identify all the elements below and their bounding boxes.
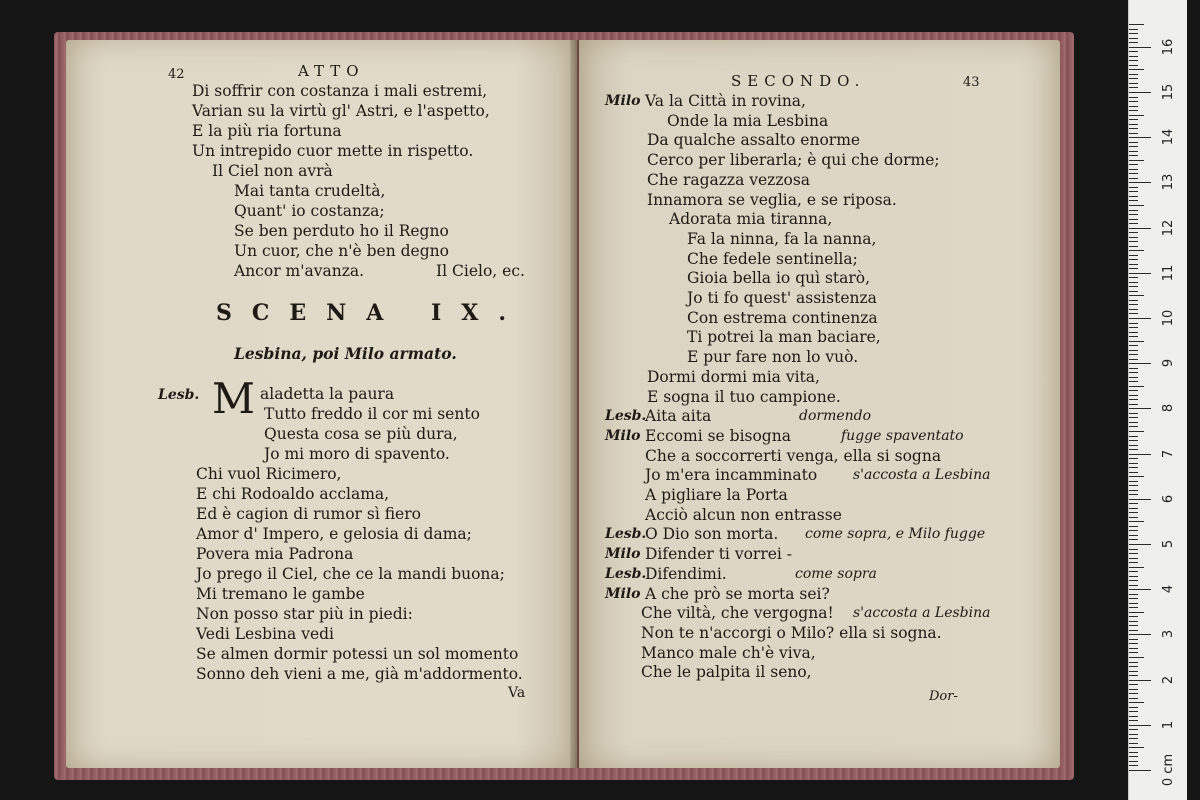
- ruler-tick: [1129, 499, 1151, 500]
- ruler-tick: [1129, 539, 1138, 540]
- ruler-tick: [1129, 169, 1138, 170]
- ruler-tick: [1129, 558, 1138, 559]
- ruler-tick: [1129, 662, 1138, 663]
- ruler-tick: [1129, 268, 1138, 269]
- ruler-tick: [1129, 521, 1144, 522]
- ruler-tick: [1129, 580, 1138, 581]
- ruler-tick: [1129, 716, 1138, 717]
- verse-line: Un cuor, che n'è ben degno: [234, 242, 449, 260]
- verse-line: Gioia bella io quì starò,: [687, 269, 871, 288]
- verse-line: Varian su la virtù gl' Astri, e l'aspetto,: [192, 102, 490, 120]
- verse-line: E chi Rodoaldo acclama,: [196, 485, 390, 503]
- verse-line: A pigliare la Porta: [645, 486, 788, 504]
- verse-line: Chi vuol Ricimero,: [196, 465, 342, 483]
- ruler-tick: [1129, 675, 1138, 676]
- ruler-tick: [1129, 634, 1151, 635]
- ruler-tick: [1129, 652, 1138, 653]
- verse-line: Povera mia Padrona: [196, 545, 354, 563]
- speaker-label: Lesb.: [605, 408, 647, 425]
- verse-line: Acciò alcun non entrasse: [645, 505, 842, 524]
- ruler-tick: [1129, 51, 1138, 52]
- stage-direction: s'accosta a Lesbina: [853, 605, 991, 622]
- measuring-ruler: [1128, 0, 1187, 800]
- ruler-tick: [1129, 616, 1138, 617]
- verse-line: Innamora se veglia, e se riposa.: [647, 190, 897, 209]
- ruler-tick: [1129, 553, 1138, 554]
- ruler-tick: [1129, 146, 1138, 147]
- ruler-tick: [1129, 770, 1151, 771]
- left-page: [66, 40, 577, 768]
- verse-line: Che ragazza vezzosa: [647, 170, 811, 189]
- ruler-tick: [1129, 603, 1138, 604]
- ruler-tick: [1129, 589, 1151, 590]
- ruler-tick: [1129, 625, 1138, 626]
- catchword: Va: [508, 685, 526, 701]
- ruler-tick: [1129, 607, 1138, 608]
- ruler-tick: [1129, 74, 1138, 75]
- ruler-tick: [1129, 246, 1138, 247]
- page-number: 43: [963, 75, 980, 90]
- ruler-tick: [1129, 571, 1138, 572]
- ruler-tick: [1129, 594, 1138, 595]
- ruler-tick: [1129, 445, 1138, 446]
- stage-direction: s'accosta a Lesbina: [853, 467, 991, 484]
- ruler-tick: [1129, 598, 1138, 599]
- ruler-tick: [1129, 223, 1138, 224]
- verse-line: Vedi Lesbina vedi: [196, 625, 335, 643]
- ruler-tick: [1129, 42, 1138, 43]
- ruler-tick: [1129, 512, 1138, 513]
- verse-line: Onde la mia Lesbina: [667, 111, 829, 130]
- ruler-number: 7: [1161, 449, 1176, 458]
- ruler-tick: [1129, 187, 1138, 188]
- ruler-number: 10: [1161, 309, 1176, 327]
- ruler-tick: [1129, 508, 1138, 509]
- ruler-tick: [1129, 476, 1144, 477]
- ruler-tick: [1129, 313, 1138, 314]
- ruler-tick: [1129, 228, 1151, 229]
- ruler-tick: [1129, 481, 1138, 482]
- ruler-tick: [1129, 286, 1138, 287]
- verse-line: Amor d' Impero, e gelosia di dama;: [196, 525, 472, 543]
- ruler-number: 15: [1161, 83, 1176, 101]
- ruler-tick: [1129, 214, 1138, 215]
- ruler-tick: [1129, 191, 1138, 192]
- verse-line: Tutto freddo il cor mi sento: [264, 405, 480, 423]
- ruler-tick: [1129, 341, 1144, 342]
- ruler-tick: [1129, 200, 1138, 201]
- ruler-tick: [1129, 250, 1144, 251]
- ruler-tick: [1129, 56, 1138, 57]
- verse-line: Ancor m'avanza.: [234, 262, 365, 280]
- verse-line: Questa cosa se più dura,: [264, 425, 458, 443]
- ruler-tick: [1129, 69, 1144, 70]
- ruler-tick: [1129, 472, 1138, 473]
- ruler-tick: [1129, 684, 1138, 685]
- ruler-number: 8: [1161, 404, 1176, 413]
- verse-line: A che prò se morta sei?: [645, 584, 830, 603]
- ruler-tick: [1129, 237, 1138, 238]
- ruler-tick: [1129, 182, 1151, 183]
- ruler-tick: [1129, 65, 1138, 66]
- ruler-tick: [1129, 255, 1138, 256]
- ruler-tick: [1129, 657, 1144, 658]
- ruler-tick: [1129, 29, 1138, 30]
- stage-direction: come sopra, e Milo fugge: [805, 526, 986, 543]
- ruler-tick: [1129, 426, 1138, 427]
- ruler-tick: [1129, 354, 1138, 355]
- ruler-tick: [1129, 372, 1138, 373]
- verse-line: Jo m'era incamminato: [645, 466, 818, 485]
- ruler-tick: [1129, 155, 1138, 156]
- ruler-tick: [1129, 399, 1138, 400]
- ruler-tick: [1129, 291, 1138, 292]
- ruler-tick: [1129, 689, 1138, 690]
- ruler-tick: [1129, 115, 1144, 116]
- verse-line: Di soffrir con costanza i mali estremi,: [192, 82, 488, 100]
- ruler-tick: [1129, 648, 1138, 649]
- ruler-tick: [1129, 38, 1138, 39]
- ruler-number: 14: [1161, 128, 1176, 146]
- verse-line: Che viltà, che vergogna!: [641, 604, 834, 623]
- ruler-tick: [1129, 264, 1138, 265]
- ruler-tick: [1129, 562, 1138, 563]
- right-page: [579, 40, 1060, 768]
- ruler-tick: [1129, 359, 1138, 360]
- ruler-tick: [1129, 404, 1138, 405]
- ruler-number: 6: [1161, 494, 1176, 503]
- ruler-tick: [1129, 205, 1144, 206]
- ruler-tick: [1129, 151, 1138, 152]
- ruler-tick: [1129, 467, 1138, 468]
- verse-line: Che le palpita il seno,: [641, 663, 812, 682]
- ruler-tick: [1129, 458, 1138, 459]
- ruler-tick: [1129, 124, 1138, 125]
- ruler-tick: [1129, 47, 1151, 48]
- ruler-tick: [1129, 643, 1138, 644]
- ruler-tick: [1129, 585, 1138, 586]
- ruler-number: 9: [1161, 359, 1176, 368]
- ruler-tick: [1129, 241, 1138, 242]
- ruler-tick: [1129, 549, 1138, 550]
- ruler-tick: [1129, 503, 1138, 504]
- ruler-tick: [1129, 463, 1138, 464]
- ruler-tick: [1129, 259, 1138, 260]
- speaker-label: Lesb.: [605, 565, 647, 582]
- ruler-tick: [1129, 738, 1138, 739]
- verse-line: Non te n'accorgi o Milo? ella si sogna.: [641, 623, 942, 642]
- verse-line: Mi tremano le gambe: [196, 585, 365, 603]
- verse-line: Che a soccorrerti venga, ella si sogna: [645, 446, 942, 465]
- ruler-tick: [1129, 752, 1138, 753]
- verse-line: Cerco per liberarla; è qui che dorme;: [647, 151, 940, 170]
- ruler-tick: [1129, 363, 1151, 364]
- ruler-tick: [1129, 725, 1151, 726]
- verse-line: Se ben perduto ho il Regno: [234, 222, 449, 240]
- ruler-tick: [1129, 761, 1138, 762]
- refrain-cue: Il Cielo, ec.: [436, 262, 525, 280]
- page-number: 42: [168, 67, 185, 82]
- ruler-tick: [1129, 747, 1144, 748]
- verse-line: Manco male ch'è viva,: [641, 643, 816, 662]
- ruler-tick: [1129, 336, 1138, 337]
- verse-line: aladetta la paura: [260, 385, 395, 403]
- verse-line: Il Ciel non avrà: [212, 162, 333, 180]
- verse-line: Dormi dormi mia vita,: [647, 367, 820, 386]
- verse-line: Difendimi.: [645, 564, 727, 583]
- ruler-tick: [1129, 567, 1144, 568]
- ruler-tick: [1129, 612, 1144, 613]
- ruler-tick: [1129, 720, 1138, 721]
- verse-line: Con estrema continenza: [687, 308, 878, 327]
- ruler-tick: [1129, 97, 1138, 98]
- ruler-tick: [1129, 300, 1138, 301]
- ruler-tick: [1129, 630, 1138, 631]
- ruler-tick: [1129, 60, 1138, 61]
- catchword: Dor-: [929, 689, 958, 704]
- drop-cap: M: [212, 374, 256, 423]
- ruler-tick: [1129, 160, 1144, 161]
- verse-line: Se almen dormir potessi un sol momento: [196, 645, 519, 663]
- verse-line: Jo prego il Ciel, che ce la mandi buona;: [196, 565, 505, 583]
- ruler-tick: [1129, 164, 1138, 165]
- ruler-tick: [1129, 332, 1138, 333]
- ruler-tick: [1129, 756, 1138, 757]
- ruler-tick: [1129, 381, 1138, 382]
- ruler-tick: [1129, 494, 1138, 495]
- speaker-label: Lesb.: [605, 526, 647, 543]
- verse-line: E sogna il tuo campione.: [647, 387, 841, 406]
- ruler-tick: [1129, 693, 1138, 694]
- speaker-label: Milo: [605, 585, 641, 602]
- verse-line: Adorata mia tiranna,: [669, 210, 833, 229]
- ruler-tick: [1129, 323, 1138, 324]
- stage-direction: come sopra: [795, 565, 877, 582]
- ruler-number: 13: [1161, 174, 1176, 191]
- ruler-tick: [1129, 210, 1138, 211]
- ruler-tick: [1129, 106, 1138, 107]
- ruler-tick: [1129, 282, 1138, 283]
- ruler-number: 5: [1161, 539, 1176, 549]
- ruler-number: 12: [1161, 219, 1176, 236]
- ruler-tick: [1129, 273, 1151, 274]
- ruler-tick: [1129, 417, 1138, 418]
- ruler-tick: [1129, 368, 1138, 369]
- ruler-number: 11: [1161, 264, 1176, 282]
- running-head: SECONDO.: [731, 72, 866, 90]
- ruler-tick: [1129, 449, 1138, 450]
- ruler-tick: [1129, 517, 1138, 518]
- ruler-tick: [1129, 33, 1138, 34]
- ruler-tick: [1129, 219, 1138, 220]
- verse-line: Ed è cagion di rumor sì fiero: [196, 505, 421, 523]
- ruler-tick: [1129, 422, 1138, 423]
- verse-line: Eccomi se bisogna: [645, 426, 791, 445]
- verse-line: E la più ria fortuna: [192, 122, 342, 140]
- verse-line: Jo mi moro di spavento.: [264, 445, 450, 463]
- ruler-tick: [1129, 436, 1138, 437]
- ruler-tick: [1129, 304, 1138, 305]
- verse-line: Aita aita: [645, 407, 712, 426]
- ruler-tick: [1129, 698, 1138, 699]
- ruler-tick: [1129, 454, 1151, 455]
- running-head: ATTO: [298, 62, 365, 80]
- ruler-tick: [1129, 178, 1138, 179]
- ruler-tick: [1129, 142, 1138, 143]
- ruler-tick: [1129, 576, 1138, 577]
- ruler-tick: [1129, 173, 1138, 174]
- ruler-tick: [1129, 119, 1138, 120]
- ruler-tick: [1129, 431, 1144, 432]
- ruler-tick: [1129, 133, 1138, 134]
- ruler-tick: [1129, 137, 1151, 138]
- ruler-tick: [1129, 729, 1138, 730]
- ruler-tick: [1129, 277, 1138, 278]
- ruler-tick: [1129, 128, 1138, 129]
- ruler-tick: [1129, 485, 1138, 486]
- ruler-number: 1: [1161, 720, 1176, 729]
- ruler-tick: [1129, 390, 1138, 391]
- ruler-tick: [1129, 671, 1138, 672]
- ruler-tick: [1129, 345, 1138, 346]
- ruler-tick: [1129, 734, 1138, 735]
- characters-line: Lesbina, poi Milo armato.: [234, 344, 457, 363]
- verse-line: Da qualche assalto enorme: [647, 131, 861, 150]
- ruler-tick: [1129, 78, 1138, 79]
- ruler-tick: [1129, 24, 1144, 25]
- ruler-number: 3: [1161, 630, 1176, 639]
- verse-line: Mai tanta crudeltà,: [234, 182, 386, 200]
- ruler-tick: [1129, 413, 1138, 414]
- ruler-number: 2: [1161, 675, 1176, 684]
- ruler-tick: [1129, 490, 1138, 491]
- verse-line: O Dio son morta.: [645, 525, 779, 544]
- ruler-tick: [1129, 765, 1138, 766]
- ruler-tick: [1129, 535, 1138, 536]
- scene-heading: SCENA IX.: [216, 300, 527, 326]
- ruler-tick: [1129, 639, 1138, 640]
- verse-line: Quant' io costanza;: [234, 202, 385, 220]
- ruler-tick: [1129, 395, 1138, 396]
- ruler-tick: [1129, 327, 1138, 328]
- ruler-tick: [1129, 666, 1138, 667]
- ruler-tick: [1129, 702, 1144, 703]
- ruler-tick: [1129, 621, 1138, 622]
- ruler-tick: [1129, 295, 1144, 296]
- ruler-number: 16: [1161, 38, 1176, 56]
- ruler-tick: [1129, 544, 1151, 545]
- ruler-tick: [1129, 83, 1138, 84]
- speaker-label: Milo: [605, 546, 641, 563]
- ruler-tick: [1129, 318, 1151, 319]
- verse-line: Jo ti fo quest' assistenza: [687, 289, 877, 307]
- verse-line: E pur fare non lo vuò.: [687, 348, 859, 367]
- speaker-label: Milo: [605, 93, 641, 109]
- ruler-tick: [1129, 101, 1138, 102]
- ruler-tick: [1129, 743, 1138, 744]
- verse-line: Ti potrei la man baciare,: [687, 328, 881, 347]
- verse-line: Non posso star più in piedi:: [196, 605, 413, 623]
- ruler-tick: [1129, 386, 1144, 387]
- ruler-tick: [1129, 707, 1138, 708]
- verse-line: Che fedele sentinella;: [687, 249, 858, 268]
- ruler-tick: [1129, 350, 1138, 351]
- ruler-number: 0 cm: [1161, 753, 1176, 787]
- verse-line: Difender ti vorrei -: [645, 545, 793, 564]
- ruler-tick: [1129, 526, 1138, 527]
- ruler-tick: [1129, 232, 1138, 233]
- speaker-label: Milo: [605, 427, 641, 444]
- ruler-tick: [1129, 110, 1138, 111]
- ruler-number: 4: [1161, 585, 1176, 594]
- ruler-tick: [1129, 711, 1138, 712]
- verse-line: Un intrepido cuor mette in rispetto.: [192, 142, 474, 160]
- verse-line: Sonno deh vieni a me, già m'addormento.: [196, 665, 523, 683]
- ruler-tick: [1129, 408, 1151, 409]
- stage-direction: fugge spaventato: [841, 427, 964, 444]
- ruler-tick: [1129, 309, 1138, 310]
- speaker-label: Lesb.: [158, 387, 200, 403]
- stage-direction: dormendo: [799, 408, 872, 425]
- ruler-tick: [1129, 92, 1151, 93]
- verse-line: Fa la ninna, fa la nanna,: [687, 229, 877, 248]
- ruler-tick: [1129, 680, 1151, 681]
- ruler-tick: [1129, 377, 1138, 378]
- verse-line: Va la Città in rovina,: [645, 92, 806, 110]
- ruler-tick: [1129, 196, 1138, 197]
- ruler-tick: [1129, 87, 1138, 88]
- ruler-tick: [1129, 440, 1138, 441]
- ruler-tick: [1129, 530, 1138, 531]
